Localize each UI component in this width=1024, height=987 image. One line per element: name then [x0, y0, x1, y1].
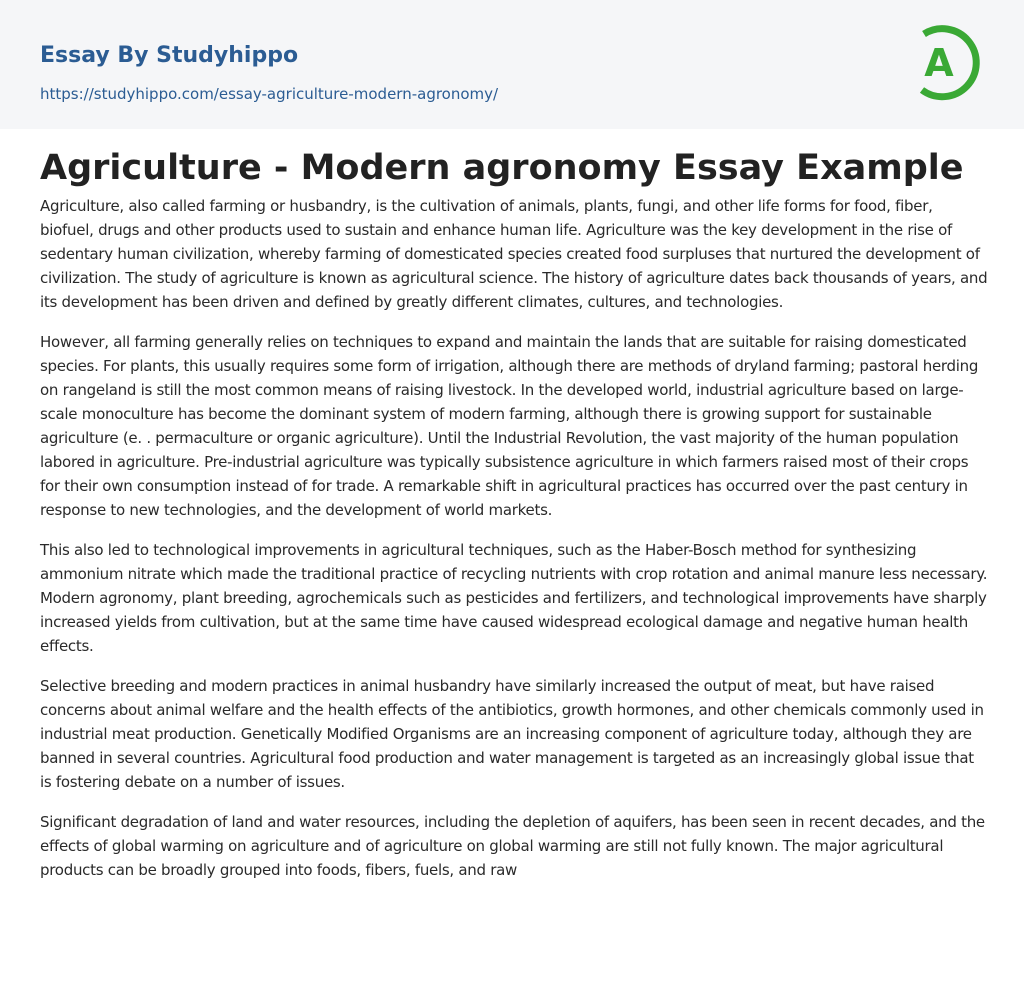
essay-url-link[interactable]: https://studyhippo.com/essay-agriculture-modern-agronomy/: [40, 85, 499, 103]
logo-letter: A: [924, 41, 954, 85]
brand-title[interactable]: Essay By Studyhippo: [40, 43, 299, 68]
page-title: Agriculture - Modern agronomy Essay Example: [40, 148, 964, 188]
article-paragraph: This also led to technological improvements in agricultural techniques, such as the Haber-Bosch method for synthesizing ammonium nitrate which made the traditional practice of recycling nutrients with crop rotation and animal manure less necessary. Modern agronomy, plant breeding, agrochemicals such as pesticides and fertilizers, and technological improvements have sharply increased yields from cultivation, but at the same time have caused widespread ecological damage and negative human health effects.: [40, 541, 988, 655]
article-body: [40, 194, 988, 898]
article-paragraph: Agriculture, also called farming or husbandry, is the cultivation of animals, plants, fungi, and other life forms for food, fiber, biofuel, drugs and other products used to sustain and enhance human life. Agriculture was the key development in the rise of sedentary human civilization, whereby farming of domesticated species created food surpluses that nurtured the development of civilization. The study of agriculture is known as agricultural science. The history of agriculture dates back thousands of years, and its development has been driven and defined by greatly different climates, cultures, and technologies.: [40, 197, 988, 311]
article-paragraph: Significant degradation of land and water resources, including the depletion of aquifers, has been seen in recent decades, and the effects of global warming on agriculture and of agriculture on global warming are still not fully known. The major agricultural products can be broadly grouped into foods, fibers, fuels, and raw: [40, 813, 985, 879]
studyhippo-logo-icon[interactable]: [912, 18, 988, 106]
article-paragraph: Selective breeding and modern practices in animal husbandry have similarly increased the output of meat, but have raised concerns about animal welfare and the health effects of the antibiotics, growth hormones, and other chemicals commonly used in industrial meat production. Genetically Modified Organisms are an increasing component of agriculture today, although they are banned in several countries. Agricultural food production and water management is targeted as an increasingly global issue that is fostering debate on a number of issues.: [40, 677, 984, 791]
article-paragraph: However, all farming generally relies on techniques to expand and maintain the lands that are suitable for raising domesticated species. For plants, this usually requires some form of irrigation, although there are methods of dryland farming; pastoral herding on rangeland is still the most common means of raising livestock. In the developed world, industrial agriculture based on large-scale monoculture has become the dominant system of modern farming, although there is growing support for sustainable agriculture (e. . permaculture or organic agriculture). Until the Industrial Revolution, the vast majority of the human population labored in agriculture. Pre-industrial agriculture was typically subsistence agriculture in which farmers raised most of their crops for their own consumption instead of for trade. A remarkable shift in agricultural practices has occurred over the past century in response to new technologies, and the development of world markets.: [40, 333, 979, 519]
site-header: [0, 0, 1024, 129]
